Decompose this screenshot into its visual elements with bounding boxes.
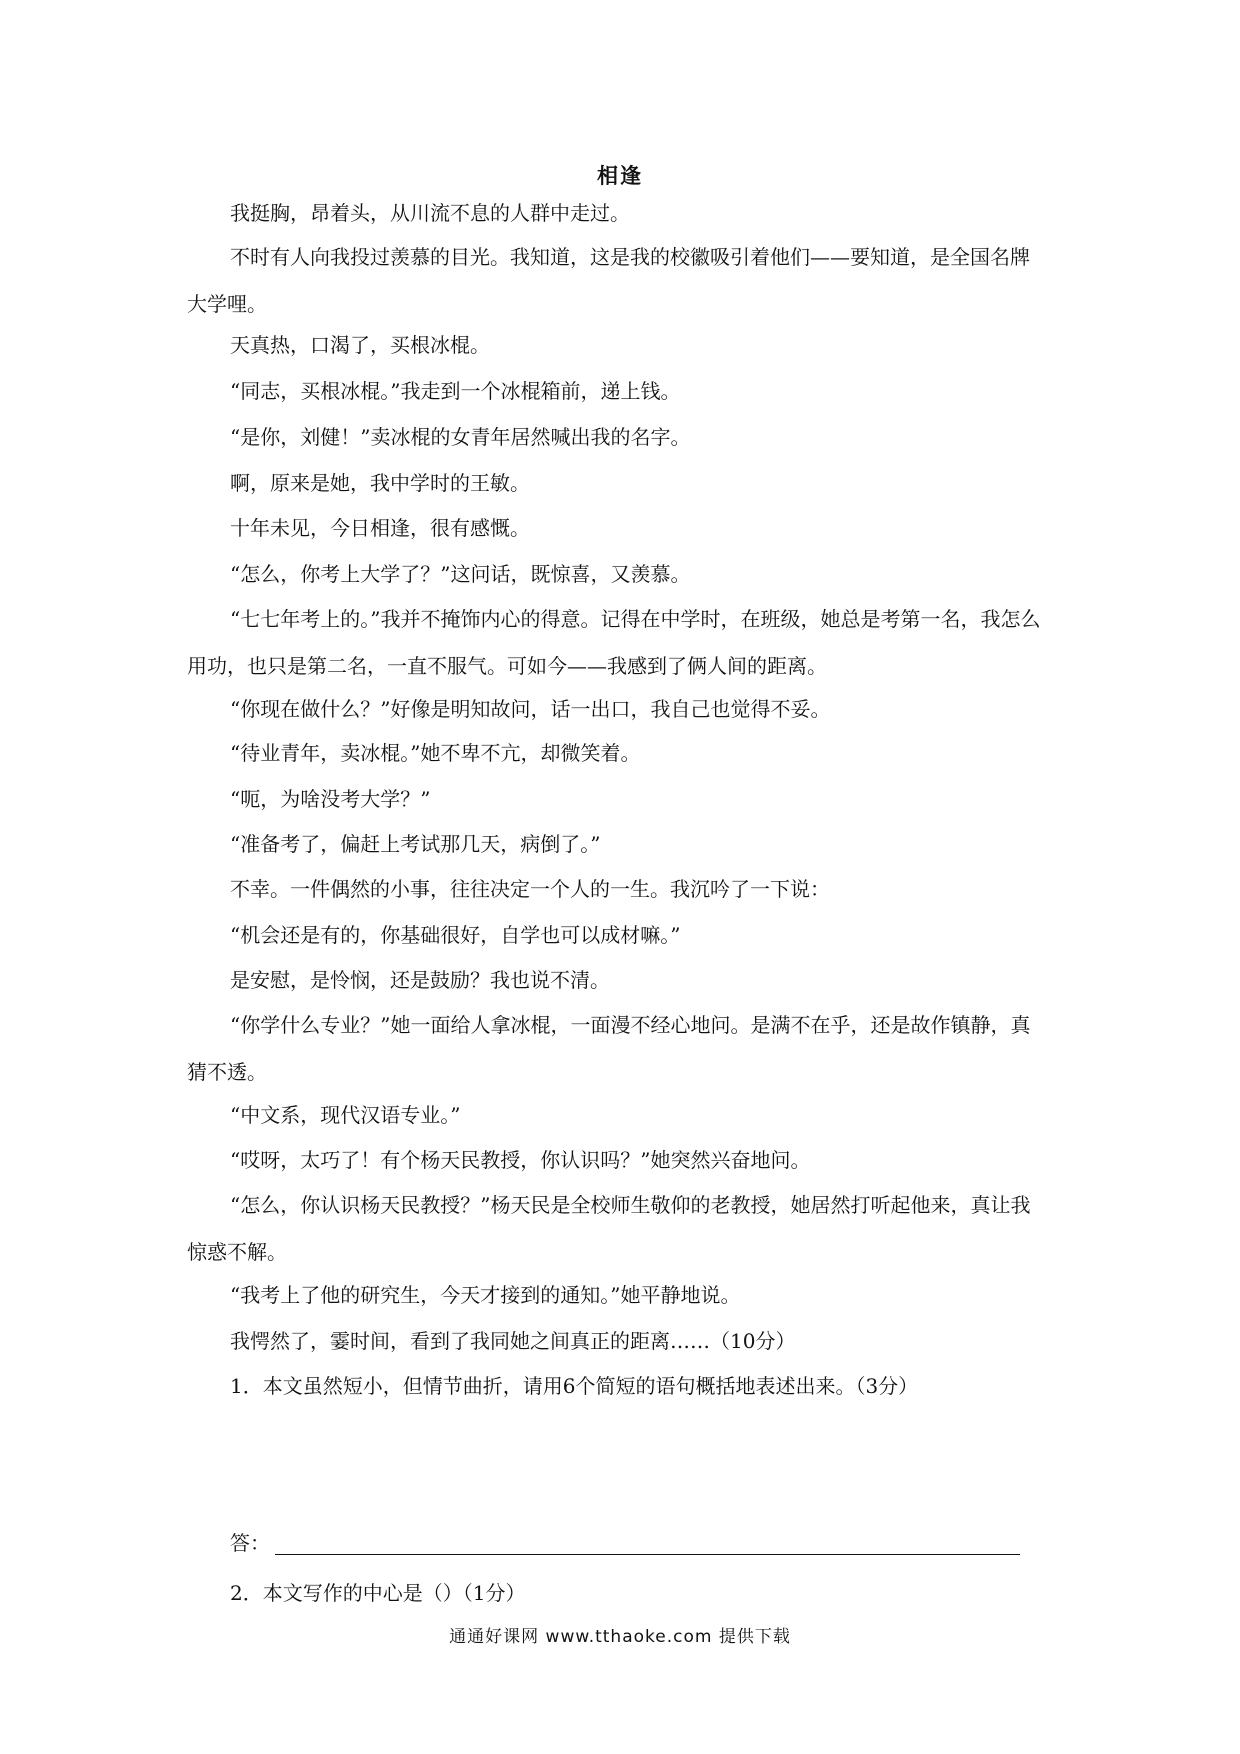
- paragraph: 啊，原来是她，我中学时的王敏。: [230, 471, 530, 495]
- paragraph: “机会还是有的，你基础很好，自学也可以成材嘛。”: [230, 923, 681, 947]
- paragraph: 不幸。一件偶然的小事，往往决定一个人的一生。我沉吟了一下说：: [230, 877, 830, 901]
- question-2: 2．本文写作的中心是（）（1分）: [230, 1581, 526, 1605]
- paragraph: “同志，买根冰棍。”我走到一个冰棍箱前，递上钱。: [230, 379, 681, 403]
- paragraph: “七七年考上的。”我并不掩饰内心的得意。记得在中学时，在班级，她总是考第一名，我怎么用功，也只是第二名，一直不服气。可如今——我感到了俩人间的距离。: [187, 607, 1041, 678]
- answer-row: [230, 1520, 1030, 1567]
- article-title: 相逢: [597, 163, 643, 188]
- paragraph: 天真热，口渴了，买根冰棍。: [230, 333, 490, 357]
- paragraph: “准备考了，偏赶上考试那几天，病倒了。”: [230, 832, 601, 856]
- paragraph: 我挺胸，昂着头，从川流不息的人群中走过。: [230, 201, 630, 225]
- question-1: 1．本文虽然短小，但情节曲折，请用6个简短的语句概括地表述出来。（3分）: [230, 1374, 919, 1398]
- paragraph: 是安慰，是怜悯，还是鼓励？我也说不清。: [230, 968, 610, 992]
- paragraph: “待业青年，卖冰棍。”她不卑不亢，却微笑着。: [230, 741, 641, 765]
- paragraph: “怎么，你考上大学了？”这问话，既惊喜，又羡慕。: [230, 562, 691, 586]
- paragraph: “你学什么专业？”她一面给人拿冰棍，一面漫不经心地问。是满不在乎，还是故作镇静，真猜不透。: [187, 1013, 1031, 1084]
- paragraph: “哎呀，太巧了！有个杨天民教授，你认识吗？”她突然兴奋地问。: [230, 1148, 811, 1172]
- paragraph: “是你，刘健！”卖冰棍的女青年居然喊出我的名字。: [230, 425, 691, 449]
- answer-blank-line[interactable]: [275, 1554, 1020, 1555]
- answer-label: 答：: [230, 1531, 270, 1555]
- footer-source: 通通好课网 www.tthaoke.com 提供下载: [449, 1627, 791, 1647]
- paragraph: 不时有人向我投过羡慕的目光。我知道，这是我的校徽吸引着他们——要知道，是全国名牌大学哩。: [187, 245, 1030, 316]
- paragraph: “你现在做什么？”好像是明知故问，话一出口，我自己也觉得不妥。: [230, 697, 831, 721]
- paragraph: 我愕然了，霎时间，看到了我同她之间真正的距离……（10分）: [230, 1329, 796, 1353]
- paragraph: 十年未见，今日相逢，很有感慨。: [230, 516, 530, 540]
- paragraph: “呃，为啥没考大学？”: [230, 787, 431, 811]
- paragraph: “中文系，现代汉语专业。”: [230, 1103, 461, 1127]
- paragraph: “我考上了他的研究生，今天才接到的通知。”她平静地说。: [230, 1283, 741, 1307]
- paragraph: “怎么，你认识杨天民教授？”杨天民是全校师生敬仰的老教授，她居然打听起他来，真让我惊惑不解。: [187, 1193, 1031, 1264]
